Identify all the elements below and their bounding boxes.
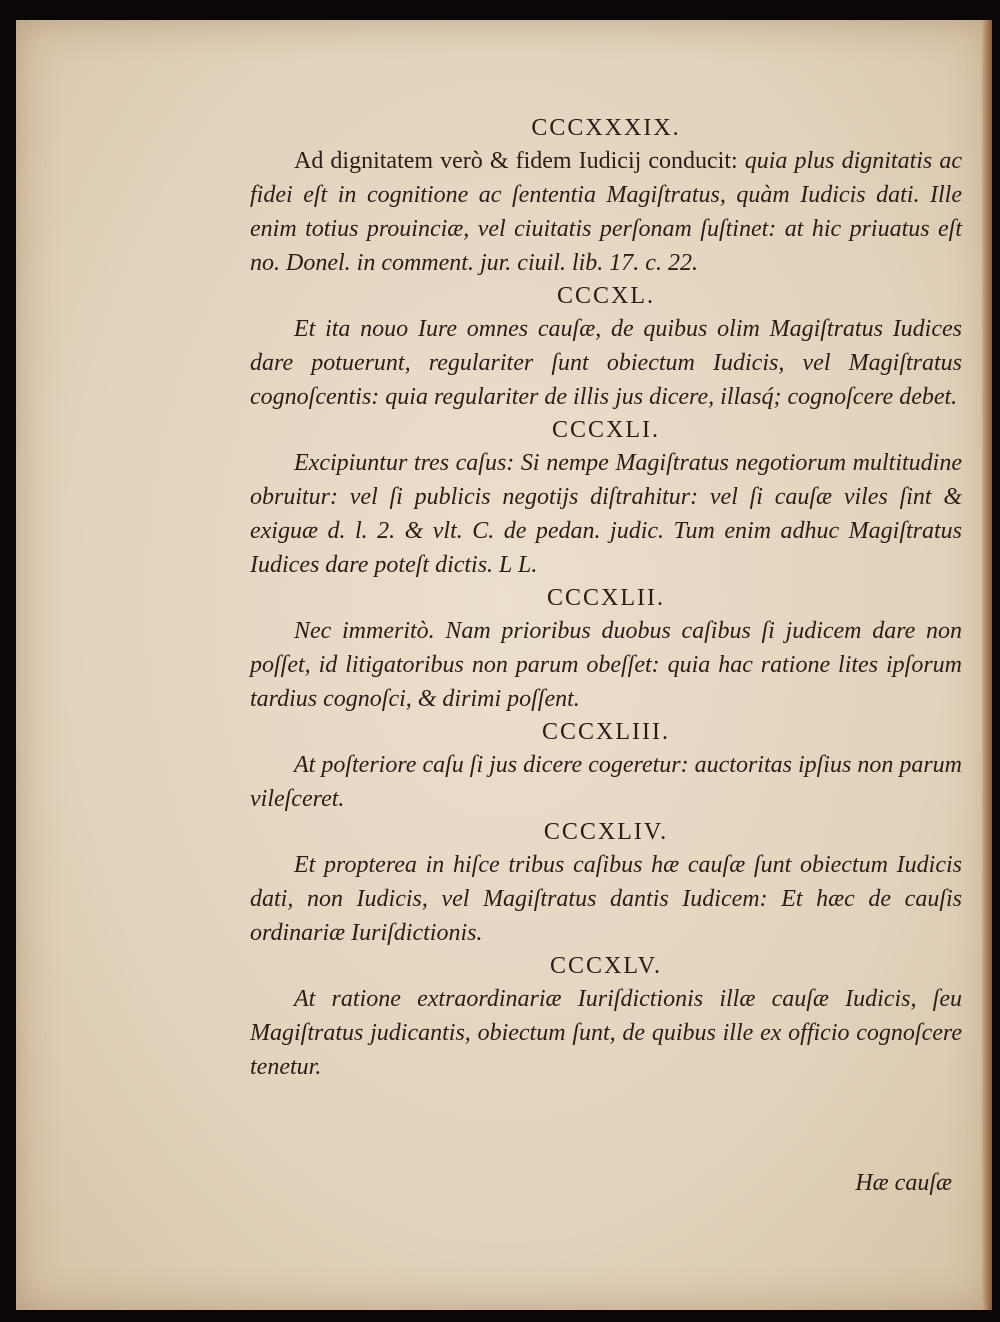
book-page <box>16 20 992 1310</box>
section-paragraph: Et propterea in hiſce tribus caſibus hæ cauſæ ſunt obiectum Iudicis dati, non Iudicis, vel Magiſtratus dantis Iudicem: Et hæc de cauſis ordinariæ Iuriſdictionis. <box>250 852 962 946</box>
section-heading: CCCXLIV. <box>543 819 669 845</box>
catchword: Hæ cauſæ <box>855 1170 952 1196</box>
section-paragraph: Et ita nouo Iure omnes cauſæ, de quibus olim Magiſtratus Iudices dare potuerunt, regulariter ſunt obiectum Iudicis, vel Magiſtratus cognoſcentis: quia regulariter de illis jus dicere, illasq́; cognoſcere debet. <box>250 316 962 410</box>
section-heading: CCCXLIII. <box>542 719 670 745</box>
text-block <box>250 112 962 1084</box>
paragraph-roman-lead: Ad dignitatem verò & fidem Iudicij conducit: <box>294 148 745 174</box>
section-heading: CCCXLV. <box>549 953 663 979</box>
section-paragraph: At ratione extraordinariæ Iuriſdictionis illæ cauſæ Iudicis, ſeu Magiſtratus judicantis, obiectum ſunt, de quibus ille ex officio cognoſcere tenetur. <box>250 986 962 1080</box>
section-paragraph <box>250 144 962 280</box>
page-edge <box>982 20 992 1310</box>
section-paragraph: At poſteriore caſu ſi jus dicere cogeretur: auctoritas ipſius non parum vileſceret. <box>250 752 962 812</box>
section-heading: CCCXL. <box>556 283 655 309</box>
paragraph-italic-text: quia plus dignitatis ac fidei eſt in cognitione ac ſententia Magiſtratus, quàm Iudicis dati. Ille enim totius prouinciæ, vel ciuitatis perſonam ſuſtinet: at hic priuatus eſt no. Donel. in comment. jur. ciuil. lib. 17. c. 22. <box>250 148 962 276</box>
section-heading: CCCXXXIX. <box>531 115 681 141</box>
section-paragraph: Nec immeritò. Nam prioribus duobus caſibus ſi judicem dare non poſſet, id litigatoribus non parum obeſſet: quia hac ratione lites ipſorum tardius cognoſci, & dirimi poſſent. <box>250 618 962 712</box>
section-heading: CCCXLI. <box>551 417 660 443</box>
section-paragraph: Excipiuntur tres caſus: Si nempe Magiſtratus negotiorum multitudine obruitur: vel ſi publicis negotijs diſtrahitur: vel ſi cauſæ viles ſint & exiguæ d. l. 2. & vlt. C. de pedan. judic. Tum enim adhuc Magiſtratus Iudices dare poteſt dictis. L L. <box>250 450 962 578</box>
section-heading: CCCXLII. <box>547 585 665 611</box>
